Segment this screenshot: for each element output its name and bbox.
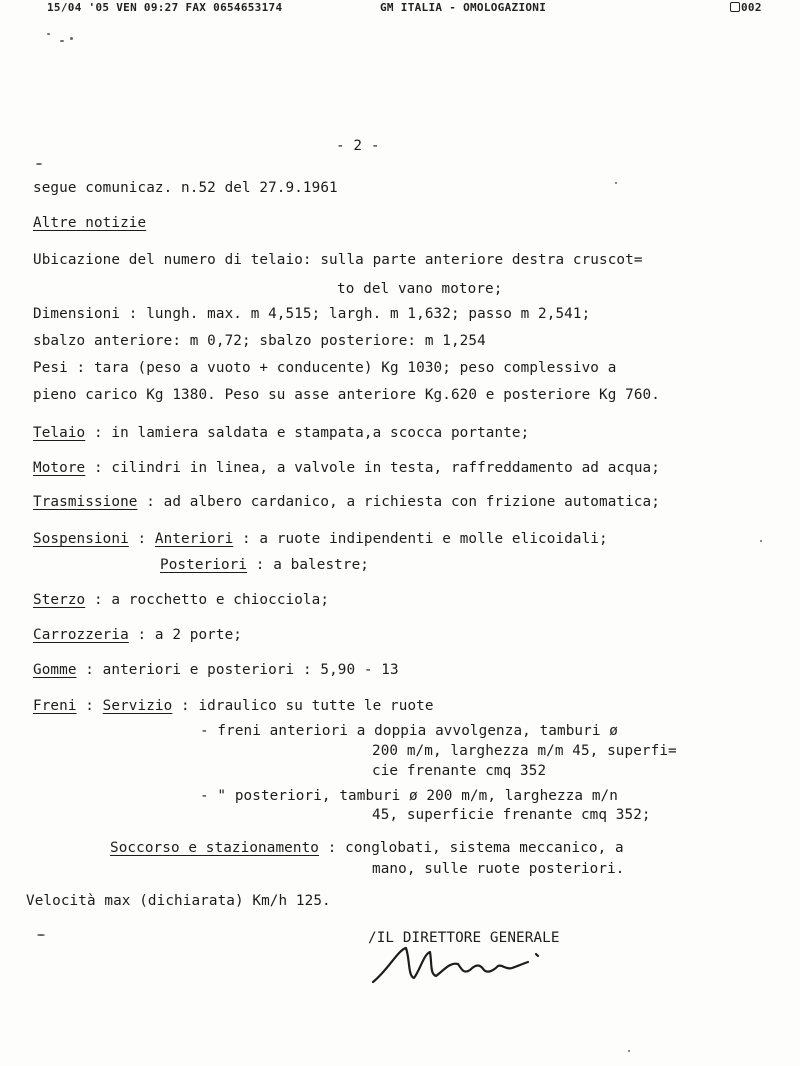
brakes-parking-label: Soccorso e stazionamento	[110, 840, 319, 856]
suspension-label: Sospensioni	[33, 531, 129, 547]
fax-header-left: 15/04 '05 VEN 09:27 FAX 0654653174	[47, 1, 283, 14]
brakes-service: Freni : Servizio : idraulico su tutte le ruote	[33, 698, 434, 714]
chassis-location-text: sulla parte anteriore destra cruscot=	[311, 252, 643, 268]
handwritten-signature	[368, 940, 568, 990]
brakes-front-line2: 200 m/m, larghezza m/m 45, superfi=	[372, 743, 677, 759]
fax-header-right	[730, 1, 762, 14]
spec-body	[33, 627, 242, 643]
spec-engine-label: Motore	[33, 460, 86, 476]
brakes-service-label: Servizio	[102, 698, 173, 714]
spec-transmission-label: Trasmissione	[33, 494, 138, 510]
max-speed: Velocità max (dichiarata) Km/h 125.	[26, 893, 331, 909]
section-title: Altre notizie	[33, 215, 147, 231]
spec-tyres	[33, 662, 399, 678]
fax-page-counter: 002	[741, 1, 762, 14]
spec-transmission-text: : ad albero cardanico, a richiesta con frizione automatica;	[137, 494, 660, 510]
suspension-rear-text: : a balestre;	[247, 557, 369, 573]
page-number: - 2 -	[336, 138, 380, 154]
spec-chassis-text: : in lamiera saldata e stampata,a scocca portante;	[85, 425, 530, 441]
spec-steering-label: Sterzo	[33, 592, 86, 608]
suspension-rear	[160, 557, 369, 573]
suspension-rear-label: Posteriori	[160, 557, 248, 573]
spec-body-label: Carrozzeria	[33, 627, 129, 643]
scan-speck	[47, 33, 50, 35]
brakes-parking-line1	[110, 840, 624, 856]
dimensions-line1	[33, 306, 590, 322]
scan-speck	[36, 163, 42, 165]
dimensions-text: : lungh. max. m 4,515; largh. m 1,632; passo m 2,541;	[120, 306, 591, 322]
spec-steering	[33, 592, 329, 608]
signatory-title: /IL DIRETTORE GENERALE	[368, 930, 560, 946]
chassis-location-label: Ubicazione del numero di telaio:	[33, 252, 312, 268]
brakes-front-line1: - freni anteriori a doppia avvolgenza, tamburi ø	[200, 723, 618, 739]
brakes-parking-line2: mano, sulle ruote posteriori.	[372, 861, 625, 877]
spec-body-text: : a 2 porte;	[128, 627, 242, 643]
dimensions-label: Dimensioni	[33, 306, 121, 322]
suspension-front: Sospensioni : Anteriori : a ruote indipendenti e molle elicoidali;	[33, 531, 608, 547]
scan-speck	[615, 182, 617, 184]
spec-chassis-label: Telaio	[33, 425, 86, 441]
weights-line1: Pesi : tara (peso a vuoto + conducente) Kg 1030; peso complessivo a	[33, 360, 617, 376]
weights-line2: pieno carico Kg 1380. Peso su asse anteriore Kg.620 e posteriore Kg 760.	[33, 387, 660, 403]
spec-tyres-label: Gomme	[33, 662, 77, 678]
scan-speck	[760, 540, 762, 542]
suspension-front-label: Anteriori	[154, 531, 234, 547]
brakes-parking-text: : conglobati, sistema meccanico, a	[318, 840, 624, 856]
brakes-rear-line2: 45, superficie frenante cmq 352;	[372, 807, 651, 823]
dimensions-line2: sbalzo anteriore: m 0,72; sbalzo posteriore: m 1,254	[33, 333, 486, 349]
spec-transmission	[33, 494, 660, 510]
fax-header-center: GM ITALIA - OMOLOGAZIONI	[380, 1, 547, 14]
scan-speck	[70, 37, 73, 40]
spec-tyres-text: : anteriori e posteriori : 5,90 - 13	[76, 662, 399, 678]
spec-steering-text: : a rocchetto e chiocciola;	[85, 592, 330, 608]
document-reference: segue comunicaz. n.52 del 27.9.1961	[33, 180, 338, 196]
brakes-label: Freni	[33, 698, 77, 714]
spec-engine-text: : cilindri in linea, a valvole in testa, raffreddamento ad acqua;	[85, 460, 660, 476]
scan-speck	[37, 934, 45, 936]
scan-speck	[628, 1050, 630, 1052]
spec-chassis	[33, 425, 529, 441]
suspension-front-text: : a ruote indipendenti e molle elicoidali;	[233, 531, 608, 547]
chassis-location-line2: to del vano motore;	[337, 281, 503, 297]
scan-speck	[60, 40, 64, 42]
brakes-rear-line1: - " posteriori, tamburi ø 200 m/m, larghezza m/n	[200, 788, 618, 804]
fax-page-icon	[730, 2, 740, 12]
spec-engine	[33, 460, 660, 476]
brakes-front-line3: cie frenante cmq 352	[372, 763, 547, 779]
brakes-service-text: : idraulico su tutte le ruote	[172, 698, 434, 714]
chassis-location-line1	[33, 252, 643, 268]
